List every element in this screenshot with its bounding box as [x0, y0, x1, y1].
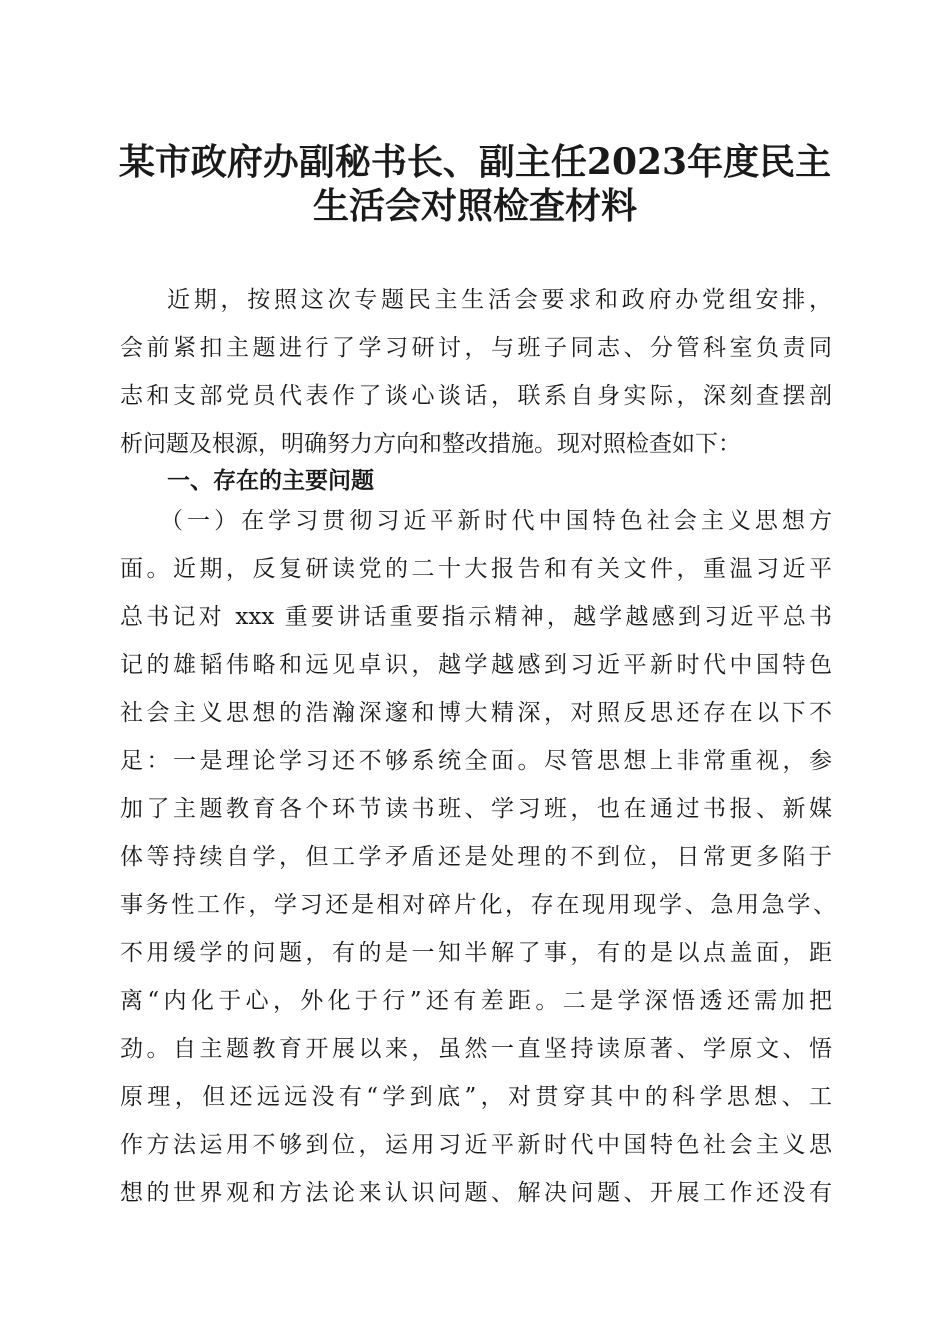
body-paragraph-line: 原理，但还远远没有“学到底”，对贯穿其中的科学思想、工 [120, 1084, 832, 1110]
body-paragraph-line: （一）在学习贯彻习近平新时代中国特色社会主义思想方 [160, 508, 832, 534]
document-title-line-1: 某市政府办副秘书长、副主任2023年度民主 [118, 141, 832, 183]
body-paragraph-line: 社会主义思想的浩瀚深邃和博大精深，对照反思还存在以下不 [120, 700, 832, 726]
body-paragraph-line: 足：一是理论学习还不够系统全面。尽管思想上非常重视，参 [120, 748, 832, 774]
body-paragraph-line: 总书记对 xxx 重要讲话重要指示精神，越学越感到习近平总书 [120, 604, 832, 630]
document-title-line-2: 生活会对照检查材料 [312, 185, 637, 227]
body-paragraph-line: 劲。自主题教育开展以来，虽然一直坚持读原著、学原文、悟 [120, 1036, 832, 1062]
body-paragraph-line: 体等持续自学，但工学矛盾还是处理的不到位，日常更多陷于 [120, 844, 832, 870]
body-paragraph-line: 作方法运用不够到位，运用习近平新时代中国特色社会主义思 [120, 1132, 832, 1158]
body-paragraph-line: 不用缓学的问题，有的是一知半解了事，有的是以点盖面，距 [120, 940, 832, 966]
intro-paragraph-line: 近期，按照这次专题民主生活会要求和政府办党组安排， [167, 287, 832, 313]
intro-paragraph-line: 志和支部党员代表作了谈心谈话，联系自身实际，深刻查摆剖 [120, 383, 832, 409]
body-paragraph-line: 事务性工作，学习还是相对碎片化，存在现用现学、急用急学、 [120, 892, 836, 918]
intro-paragraph-line: 析问题及根源，明确努力方向和整改措施。现对照检查如下： [120, 431, 741, 457]
body-paragraph-line: 离“内化于心，外化于行”还有差距。二是学深悟透还需加把 [120, 988, 832, 1014]
section-heading: 一、存在的主要问题 [167, 468, 374, 494]
body-paragraph-line: 想的世界观和方法论来认识问题、解决问题、开展工作还没有 [120, 1180, 832, 1206]
body-paragraph-line: 记的雄韬伟略和远见卓识，越学越感到习近平新时代中国特色 [120, 652, 832, 678]
body-paragraph-line: 面。近期，反复研读党的二十大报告和有关文件，重温习近平 [120, 556, 832, 582]
body-paragraph-line: 加了主题教育各个环节读书班、学习班，也在通过书报、新媒 [120, 796, 832, 822]
intro-paragraph-line: 会前紧扣主题进行了学习研讨，与班子同志、分管科室负责同 [120, 335, 832, 361]
